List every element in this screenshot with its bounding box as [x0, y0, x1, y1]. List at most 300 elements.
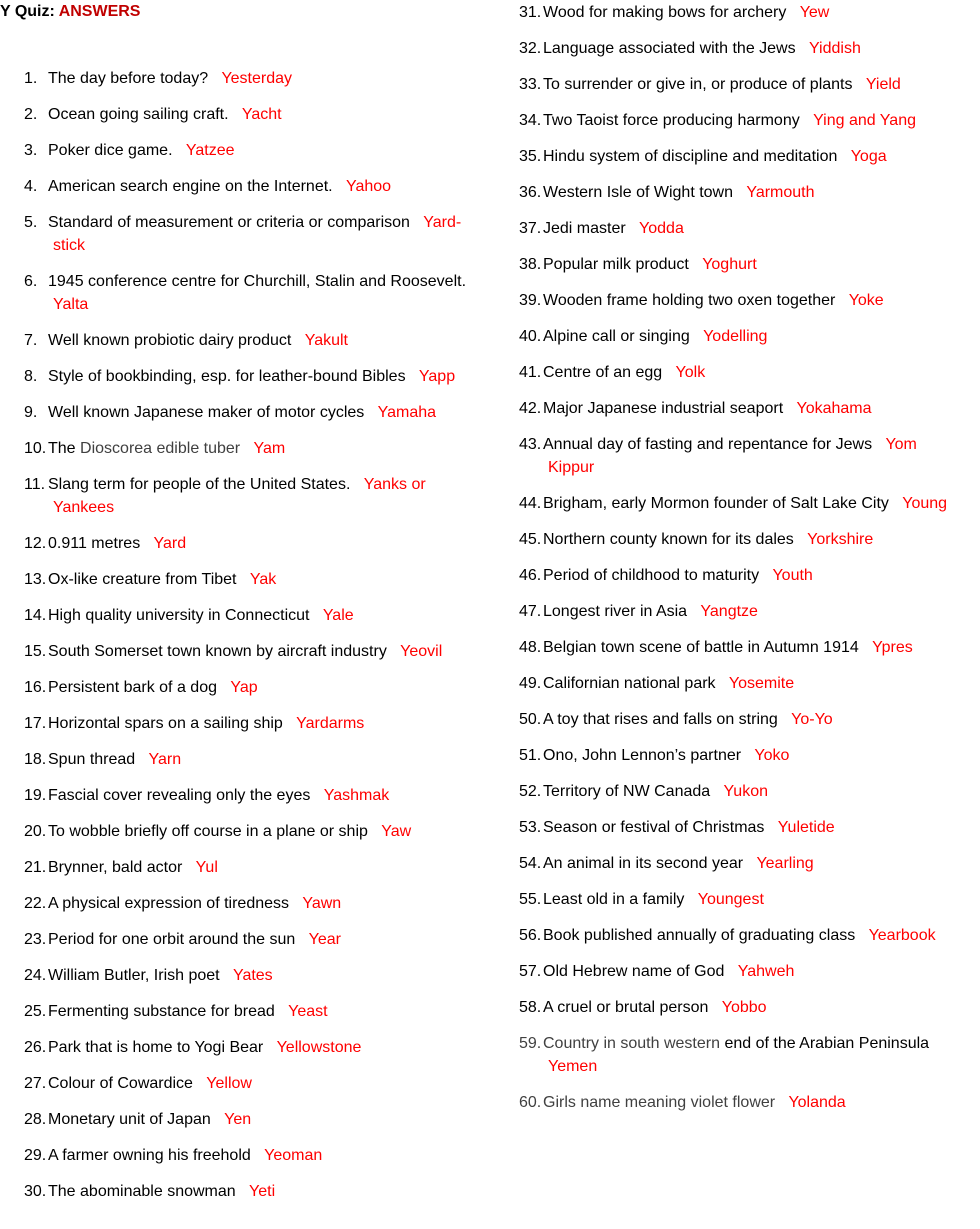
item-body — [48, 748, 484, 771]
question-text — [48, 1183, 236, 1200]
item-body — [543, 672, 974, 695]
answer-continued: Yankees — [53, 499, 115, 516]
item-number: 4. — [24, 178, 38, 195]
item-body — [48, 640, 484, 663]
answer: Yield — [865, 76, 901, 93]
question: Jedi master — [543, 220, 626, 237]
question-text — [543, 364, 662, 381]
quiz-item — [24, 103, 484, 126]
quiz-item — [519, 924, 974, 947]
answer: Ying and Yang — [813, 112, 916, 129]
quiz-item — [519, 636, 974, 659]
answer: Yolk — [675, 364, 706, 381]
answer: Yardarms — [296, 715, 365, 732]
question-text — [48, 1003, 275, 1020]
question-text — [543, 328, 690, 345]
question-text — [48, 1039, 263, 1056]
item-number: 17. — [24, 715, 47, 732]
question-text — [543, 711, 778, 728]
quiz-item — [519, 145, 974, 168]
answer: Yashmak — [323, 787, 390, 804]
quiz-item — [519, 109, 974, 132]
answer: Yarmouth — [746, 184, 815, 201]
answer-continued: Yalta — [53, 296, 89, 313]
quiz-item — [519, 996, 974, 1019]
item-body — [543, 1091, 974, 1114]
quiz-item — [24, 892, 484, 915]
item-number: 10. — [24, 440, 47, 457]
quiz-item — [24, 175, 484, 198]
item-number: 53. — [519, 819, 542, 836]
item-number: 39. — [519, 292, 542, 309]
item-body — [48, 1180, 484, 1203]
quiz-item — [519, 397, 974, 420]
answer: Yak — [249, 571, 277, 588]
item-number: 52. — [519, 783, 542, 800]
answer: Yoghurt — [702, 256, 757, 273]
item-number: 29. — [24, 1147, 47, 1164]
item-body — [543, 564, 974, 587]
quiz-item — [24, 532, 484, 555]
item-number: 57. — [519, 963, 542, 980]
question-text — [543, 639, 859, 656]
question-text — [543, 675, 716, 692]
question: Ono, John Lennon’s partner — [543, 747, 742, 764]
question: Season or festival of Christmas — [543, 819, 765, 836]
question: Longest river in Asia — [543, 603, 688, 620]
question-text — [543, 819, 764, 836]
item-number: 40. — [519, 328, 542, 345]
answer: Young — [902, 495, 948, 512]
question-text — [543, 495, 889, 512]
item-body — [543, 528, 974, 551]
item-body — [48, 1036, 484, 1059]
question-text — [543, 927, 855, 944]
item-number: 59. — [519, 1035, 542, 1052]
item-body — [48, 964, 484, 987]
item-body — [543, 708, 974, 731]
item-number: 22. — [24, 895, 47, 912]
item-number: 5. — [24, 214, 38, 231]
answer: Yesterday — [221, 70, 293, 87]
question: A farmer owning his freehold — [48, 1147, 251, 1164]
question: To surrender or give in, or produce of plants — [543, 76, 853, 93]
answer: Yale — [322, 607, 354, 624]
item-body — [543, 744, 974, 767]
item-number: 24. — [24, 967, 47, 984]
answer: Yoko — [754, 747, 790, 764]
item-number: 2. — [24, 106, 38, 123]
quiz-item — [519, 325, 974, 348]
question: Colour of Cowardice — [48, 1075, 193, 1092]
item-number: 31. — [519, 4, 542, 21]
answer: Yahweh — [737, 963, 795, 980]
question: Two Taoist force producing harmony — [543, 112, 800, 129]
item-number: 1. — [24, 70, 38, 87]
item-number: 19. — [24, 787, 47, 804]
answer: Yearling — [756, 855, 814, 872]
item-body — [543, 636, 974, 659]
question-text — [543, 891, 684, 908]
quiz-item — [24, 437, 484, 460]
question: Book published annually of graduating class — [543, 927, 856, 944]
question: Ocean going sailing craft. — [48, 106, 229, 123]
answer: Yodda — [639, 220, 684, 237]
answer: Yaw — [381, 823, 412, 840]
answer: Yorkshire — [807, 531, 874, 548]
question: An animal in its second year — [543, 855, 744, 872]
item-number: 55. — [519, 891, 542, 908]
question: Wooden frame holding two oxen together — [543, 292, 836, 309]
item-body — [48, 1144, 484, 1167]
quiz-item — [24, 473, 484, 519]
item-number: 35. — [519, 148, 542, 165]
question: A physical expression of tiredness — [48, 895, 290, 912]
question: The abominable snowman — [48, 1183, 236, 1200]
item-number: 46. — [519, 567, 542, 584]
question-text — [48, 1147, 251, 1164]
item-body — [543, 1032, 974, 1078]
question-suffix: end of the Arabian Peninsula — [724, 1035, 930, 1052]
question: Park that is home to Yogi Bear — [48, 1039, 264, 1056]
question: High quality university in Connecticut — [48, 607, 310, 624]
item-body — [48, 676, 484, 699]
quiz-item — [24, 1072, 484, 1095]
item-number: 36. — [519, 184, 542, 201]
item-body — [48, 1108, 484, 1131]
item-number: 32. — [519, 40, 542, 57]
question-text — [543, 220, 626, 237]
answer: Yarn — [148, 751, 182, 768]
answer: Yoga — [850, 148, 887, 165]
item-number: 44. — [519, 495, 542, 512]
answer: Yakult — [304, 332, 348, 349]
item-number: 37. — [519, 220, 542, 237]
question-text — [543, 256, 689, 273]
quiz-item — [24, 604, 484, 627]
question-text — [543, 1035, 929, 1052]
item-number: 56. — [519, 927, 542, 944]
item-number: 13. — [24, 571, 47, 588]
question: Well known probiotic dairy product — [48, 332, 292, 349]
item-number: 6. — [24, 273, 38, 290]
question: Centre of an egg — [543, 364, 663, 381]
question: Northern county known for its dales — [543, 531, 794, 548]
quiz-item — [24, 820, 484, 843]
item-body — [543, 109, 974, 132]
item-body — [48, 67, 484, 90]
answer: Yeoman — [264, 1147, 323, 1164]
question-muted: Dioscorea edible tuber — [80, 440, 241, 457]
question-text — [48, 70, 208, 87]
page-title — [0, 3, 140, 21]
quiz-item — [24, 676, 484, 699]
quiz-item — [24, 211, 484, 257]
title-accent: ANSWERS — [58, 3, 141, 20]
question: Period of childhood to maturity — [543, 567, 760, 584]
answer: Yam — [253, 440, 286, 457]
question: Style of bookbinding, esp. for leather-bound Bibles — [48, 368, 406, 385]
quiz-item — [519, 708, 974, 731]
question-text — [48, 368, 406, 385]
question: Wood for making bows for archery — [543, 4, 787, 21]
item-body — [48, 1000, 484, 1023]
question: Territory of NW Canada — [543, 783, 711, 800]
answer: Yard — [153, 535, 187, 552]
question-text — [48, 859, 182, 876]
item-body — [543, 780, 974, 803]
item-body — [543, 289, 974, 312]
question-text — [48, 823, 368, 840]
quiz-item — [24, 401, 484, 424]
quiz-item — [24, 1108, 484, 1131]
quiz-item — [24, 964, 484, 987]
item-body — [543, 181, 974, 204]
question: Alpine call or singing — [543, 328, 690, 345]
question: Horizontal spars on a sailing ship — [48, 715, 283, 732]
item-body — [48, 365, 484, 388]
question: American search engine on the Internet. — [48, 178, 333, 195]
question-text — [543, 531, 794, 548]
item-number: 9. — [24, 404, 38, 421]
quiz-item — [519, 744, 974, 767]
item-number: 8. — [24, 368, 38, 385]
question-text — [48, 931, 295, 948]
quiz-item — [24, 856, 484, 879]
item-body — [48, 784, 484, 807]
question-text — [48, 679, 217, 696]
answer: Yobbo — [721, 999, 767, 1016]
question: A cruel or brutal person — [543, 999, 709, 1016]
question-text — [543, 40, 796, 57]
quiz-item — [24, 928, 484, 951]
question: Belgian town scene of battle in Autumn 1914 — [543, 639, 859, 656]
question-text — [48, 106, 229, 123]
item-number: 51. — [519, 747, 542, 764]
quiz-item — [519, 672, 974, 695]
question-text — [543, 999, 708, 1016]
quiz-item — [24, 139, 484, 162]
question-text — [48, 1111, 211, 1128]
question: South Somerset town known by aircraft industry — [48, 643, 387, 660]
quiz-item — [519, 289, 974, 312]
question-text — [48, 967, 220, 984]
quiz-item — [519, 433, 974, 479]
answer: Yiddish — [808, 40, 861, 57]
item-body — [48, 401, 484, 424]
answer: Yen — [224, 1111, 252, 1128]
question-text — [48, 404, 364, 421]
quiz-item — [519, 1032, 974, 1078]
item-number: 18. — [24, 751, 47, 768]
item-number: 42. — [519, 400, 542, 417]
question: Old Hebrew name of God — [543, 963, 725, 980]
question-text — [543, 400, 783, 417]
item-number: 48. — [519, 639, 542, 656]
question: Standard of measurement or criteria or comparison — [48, 214, 410, 231]
quiz-item — [24, 1144, 484, 1167]
answer: Yangtze — [700, 603, 758, 620]
question-text — [48, 273, 466, 290]
quiz-item — [519, 852, 974, 875]
question: Persistent bark of a dog — [48, 679, 217, 696]
answer: Yatzee — [185, 142, 235, 159]
item-body — [48, 856, 484, 879]
question: Poker dice game. — [48, 142, 173, 159]
question-prefix: The — [48, 440, 76, 457]
item-body — [48, 568, 484, 591]
question: The day before today? — [48, 70, 209, 87]
answer: Yap — [230, 679, 258, 696]
answer: Youngest — [697, 891, 764, 908]
question-text — [48, 178, 333, 195]
question: Brynner, bald actor — [48, 859, 183, 876]
item-body — [48, 211, 484, 257]
item-number: 60. — [519, 1094, 542, 1111]
item-body — [543, 852, 974, 875]
question-text — [543, 783, 710, 800]
question-text — [48, 535, 140, 552]
question-muted: Girls name meaning violet flower — [543, 1094, 776, 1111]
question: Major Japanese industrial seaport — [543, 400, 784, 417]
answer: Yosemite — [728, 675, 795, 692]
quiz-item — [24, 568, 484, 591]
question-text — [48, 214, 410, 231]
quiz-item — [519, 600, 974, 623]
quiz-item — [24, 1036, 484, 1059]
question-text — [48, 643, 387, 660]
item-number: 49. — [519, 675, 542, 692]
item-body — [543, 145, 974, 168]
answer: Yukon — [723, 783, 768, 800]
quiz-item — [519, 528, 974, 551]
item-body — [543, 996, 974, 1019]
quiz-item — [519, 1091, 974, 1114]
item-number: 14. — [24, 607, 47, 624]
question-text — [543, 112, 800, 129]
answer-continued: Kippur — [548, 459, 595, 476]
item-body — [543, 325, 974, 348]
quiz-item — [519, 181, 974, 204]
question-text — [48, 476, 350, 493]
item-number: 54. — [519, 855, 542, 872]
quiz-item — [519, 1, 974, 24]
item-body — [48, 175, 484, 198]
quiz-item — [519, 73, 974, 96]
item-body — [48, 820, 484, 843]
quiz-item — [24, 365, 484, 388]
answer: Yo-Yo — [791, 711, 833, 728]
answer: Yuletide — [777, 819, 835, 836]
question: Spun thread — [48, 751, 136, 768]
question: 0.911 metres — [48, 535, 141, 552]
item-body — [543, 924, 974, 947]
quiz-item — [24, 712, 484, 735]
answer: Yanks or — [363, 476, 426, 493]
answer: Yacht — [241, 106, 282, 123]
question: A toy that rises and falls on string — [543, 711, 778, 728]
item-number: 16. — [24, 679, 47, 696]
answer: Youth — [772, 567, 813, 584]
question-text — [543, 4, 786, 21]
item-body — [48, 473, 484, 519]
quiz-item — [519, 564, 974, 587]
question-text — [543, 292, 835, 309]
question: William Butler, Irish poet — [48, 967, 220, 984]
question: Slang term for people of the United States. — [48, 476, 351, 493]
item-number: 45. — [519, 531, 542, 548]
question-text — [48, 751, 135, 768]
answer: Yew — [799, 4, 830, 21]
answer: Ypres — [872, 639, 913, 656]
item-number: 34. — [519, 112, 542, 129]
question-text — [543, 567, 759, 584]
item-body — [48, 437, 484, 460]
item-body — [48, 604, 484, 627]
item-body — [48, 270, 484, 316]
item-body — [48, 103, 484, 126]
question: Period for one orbit around the sun — [48, 931, 296, 948]
item-body — [543, 37, 974, 60]
answer: Yard- — [423, 214, 462, 231]
question-text — [48, 715, 283, 732]
quiz-item — [519, 960, 974, 983]
question-text — [543, 963, 724, 980]
item-body — [543, 888, 974, 911]
item-number: 28. — [24, 1111, 47, 1128]
answer: Yamaha — [377, 404, 437, 421]
answer-continued: Yemen — [548, 1058, 598, 1075]
answer: Yul — [195, 859, 218, 876]
item-body — [543, 600, 974, 623]
quiz-item — [24, 329, 484, 352]
question-text — [543, 184, 733, 201]
title-prefix: Y Quiz: — [0, 3, 55, 20]
answer: Yom — [885, 436, 917, 453]
question: Western Isle of Wight town — [543, 184, 733, 201]
item-body — [543, 397, 974, 420]
item-body — [48, 892, 484, 915]
answer: Yodelling — [703, 328, 768, 345]
question-text — [543, 436, 872, 453]
question: Popular milk product — [543, 256, 689, 273]
item-body — [48, 1072, 484, 1095]
question: Annual day of fasting and repentance for Jews — [543, 436, 873, 453]
item-number: 41. — [519, 364, 542, 381]
question-text — [48, 895, 289, 912]
item-number: 33. — [519, 76, 542, 93]
question: Language associated with the Jews — [543, 40, 796, 57]
answer: Yapp — [418, 368, 456, 385]
question-text — [48, 607, 309, 624]
question-text — [543, 76, 853, 93]
item-body — [543, 73, 974, 96]
question-text — [48, 332, 291, 349]
answer-continued: stick — [53, 237, 85, 254]
quiz-item — [519, 37, 974, 60]
item-body — [543, 361, 974, 384]
question: Monetary unit of Japan — [48, 1111, 211, 1128]
question: 1945 conference centre for Churchill, Stalin and Roosevelt. — [48, 273, 467, 290]
item-body — [48, 139, 484, 162]
answer: Yearbook — [868, 927, 936, 944]
question: Hindu system of discipline and meditation — [543, 148, 838, 165]
answer: Yeovil — [400, 643, 443, 660]
quiz-item — [24, 1000, 484, 1023]
quiz-item — [24, 640, 484, 663]
question: Californian national park — [543, 675, 716, 692]
question: Brigham, early Mormon founder of Salt Lake City — [543, 495, 889, 512]
